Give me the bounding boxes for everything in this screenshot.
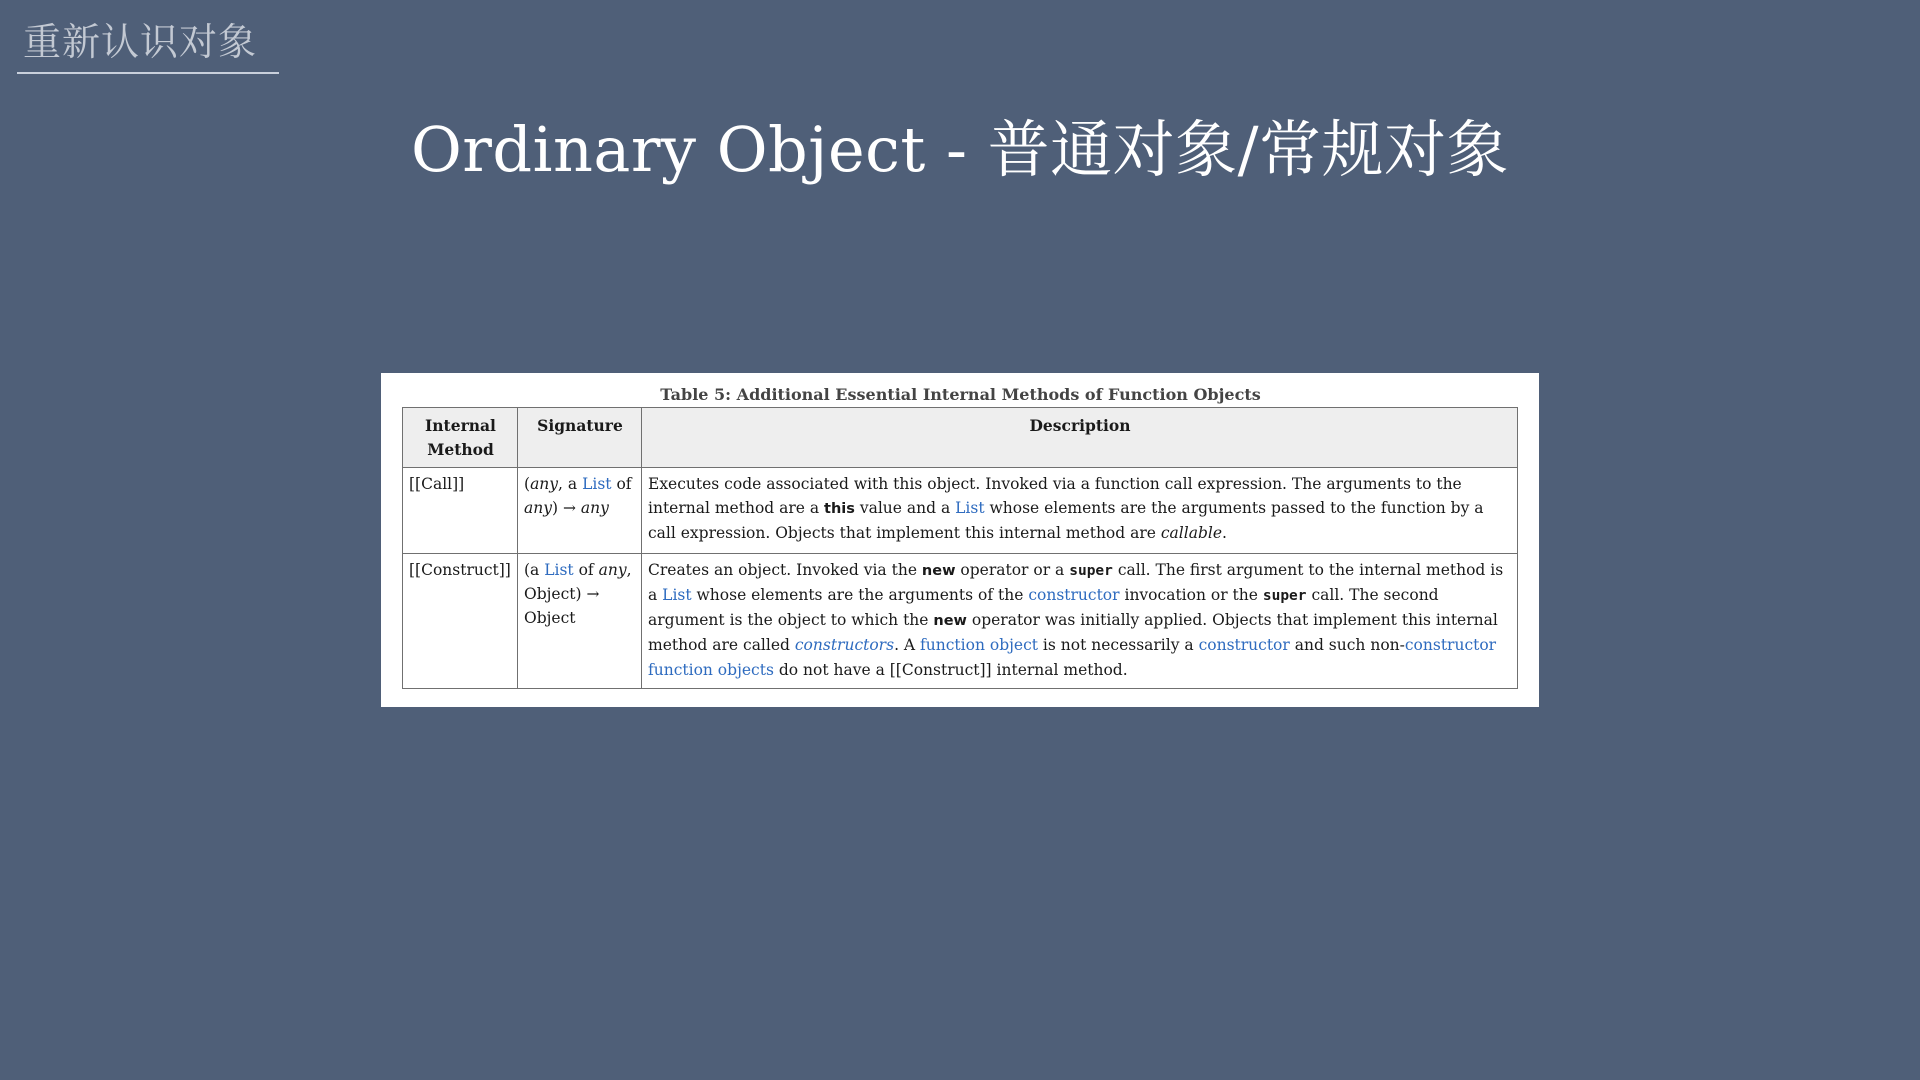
sig-text: of: [573, 560, 599, 579]
list-link[interactable]: List: [955, 498, 985, 517]
sig-text: , Object) → Object: [524, 560, 632, 628]
table-caption: Table 5: Additional Essential Internal Methods of Function Objects: [660, 385, 1261, 404]
sig-text: ) →: [551, 498, 581, 517]
cell-signature: [518, 553, 642, 688]
constructor-link[interactable]: constructor: [1198, 636, 1290, 655]
list-link[interactable]: List: [662, 585, 692, 604]
this-keyword: this: [824, 500, 855, 517]
sig-type: any: [524, 498, 552, 517]
new-keyword: new: [933, 613, 967, 630]
super-keyword: super: [1262, 587, 1307, 604]
internal-methods-table: [402, 407, 1518, 689]
header-description: Description: [642, 408, 1518, 468]
new-keyword: new: [921, 562, 956, 579]
desc-text: operator or a: [955, 560, 1070, 579]
desc-text: and such non-: [1289, 636, 1405, 655]
desc-text: whose elements are the arguments passed to the function by a call expression. Objects that implement this internal method are: [648, 498, 1484, 543]
table-row: [403, 467, 1518, 553]
constructors-link[interactable]: constructors: [794, 636, 895, 655]
sig-text: of: [611, 474, 632, 493]
sig-type: any: [530, 474, 559, 493]
cell-method: [[Construct]]: [403, 553, 518, 688]
table-header-row: [403, 408, 1518, 468]
header-signature: Signature: [518, 408, 642, 468]
table-row: [403, 553, 1518, 688]
sig-type: any: [598, 560, 627, 579]
cell-description: [642, 467, 1518, 553]
desc-text: call. The first argument to the internal method is a: [648, 560, 1504, 604]
desc-text: call. The second argument is the object to which the: [648, 585, 1439, 630]
desc-text: whose elements are the arguments of the: [691, 585, 1029, 604]
slide-title: Ordinary Object - 普通对象/常规对象: [410, 113, 1510, 186]
cell-description: [642, 553, 1518, 688]
desc-text: operator was initially applied. Objects that implement this internal method are called: [648, 611, 1498, 655]
sig-text: , a: [558, 474, 583, 493]
spec-table-image: [381, 373, 1539, 707]
section-label-text: 重新认识对象: [23, 20, 258, 64]
desc-text: . A: [894, 636, 921, 655]
desc-text: is not necessarily a: [1038, 636, 1199, 655]
list-link[interactable]: List: [582, 474, 612, 493]
desc-text: .: [1222, 524, 1227, 543]
constructor-function-objects-link[interactable]: constructor function objects: [648, 636, 1497, 679]
sig-text: (a: [524, 560, 545, 579]
desc-text: Creates an object. Invoked via the: [648, 560, 922, 579]
sig-type: any: [580, 498, 609, 517]
desc-text: value and a: [854, 498, 956, 517]
desc-text: do not have a [[Construct]] internal method.: [773, 660, 1128, 679]
section-label: [17, 14, 279, 74]
cell-signature: [518, 467, 642, 553]
callable-term: callable: [1160, 524, 1223, 543]
sig-text: (: [524, 474, 531, 493]
desc-text: invocation or the: [1119, 585, 1263, 604]
header-method-line1: Internal: [425, 416, 496, 435]
function-object-link[interactable]: function object: [920, 636, 1038, 655]
cell-method: [[Call]]: [403, 467, 518, 553]
constructor-link[interactable]: constructor: [1028, 585, 1120, 604]
desc-text: Executes code associated with this object. Invoked via a function call expression. The arguments to the internal method are a: [648, 474, 1462, 517]
header-method-line2: Method: [427, 440, 494, 460]
list-link[interactable]: List: [544, 560, 574, 579]
super-keyword: super: [1069, 562, 1113, 579]
header-internal-method: [403, 408, 518, 468]
